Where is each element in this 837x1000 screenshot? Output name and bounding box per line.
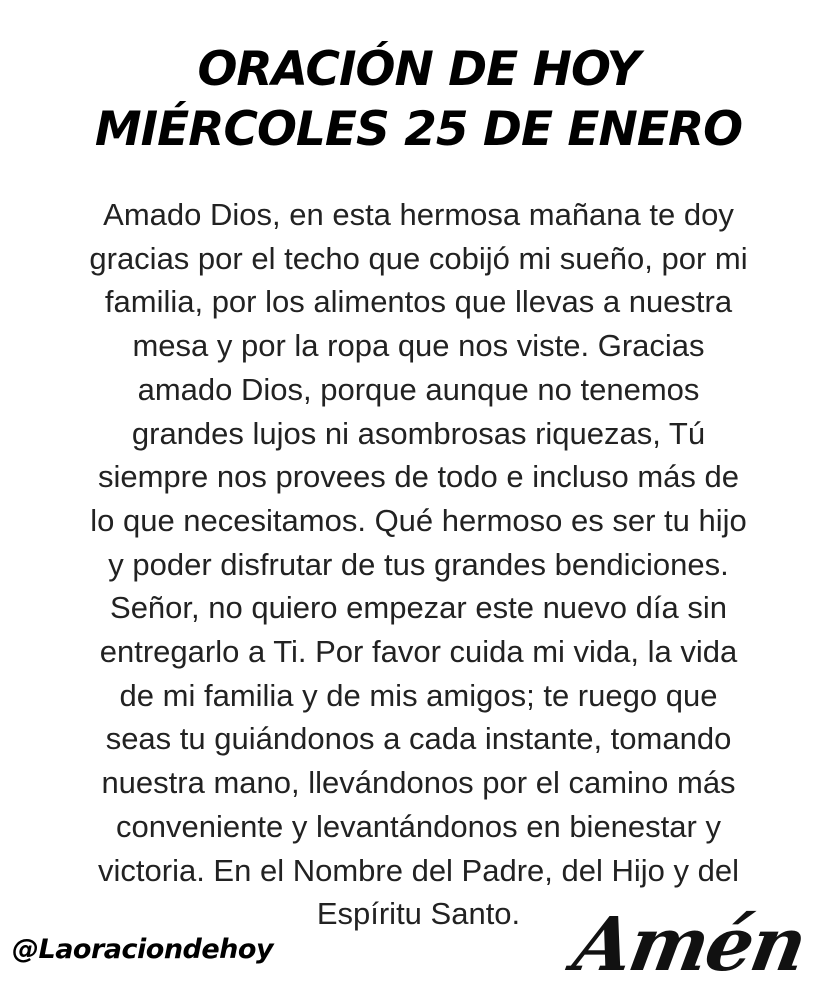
prayer-line: grandes lujos ni asombrosas riquezas, Tú [131,415,706,451]
prayer-line: lo que necesitamos. Qué hermoso es ser tu hijo [90,502,747,538]
prayer-line: de mi familia y de mis amigos; te ruego que [119,677,718,713]
prayer-line: Amado Dios, en esta hermosa mañana te doy [103,197,734,232]
prayer-line: conveniente y levantándonos en bienestar y [116,808,721,844]
title-line-2: MIÉRCOLES 25 DE ENERO [94,102,743,157]
prayer-line: Espíritu Santo. [316,896,521,932]
prayer-text [20,193,817,936]
prayer-line: entregarlo a Ti. Por favor cuida mi vida, la vida [99,634,738,670]
prayer-line: victoria. En el Nombre del Padre, del Hijo y del [98,852,739,888]
amen-signature-text: Amén [567,902,812,988]
prayer-line: familia, por los alimentos que llevas a nuestra [104,284,733,320]
prayer-line: Señor, no quiero empezar este nuevo día sin [110,590,727,626]
prayer-line: seas tu guiándonos a cada instante, tomando [105,721,732,757]
prayer-line: y poder disfrutar de tus grandes bendiciones. [108,546,729,582]
prayer-line: amado Dios, porque aunque no tenemos [137,371,700,407]
prayer-line: siempre nos provees de todo e incluso más de [97,459,740,495]
prayer-line: mesa y por la ropa que nos viste. Gracias [132,328,705,364]
social-handle: @Laoraciondehoy [12,934,274,965]
page-title [0,40,837,160]
amen-signature [567,895,825,995]
title-line-1: ORACIÓN DE HOY [197,42,640,97]
prayer-line: gracias por el techo que cobijó mi sueño, por mi [89,240,748,276]
prayer-line: nuestra mano, llevándonos por el camino más [101,765,736,801]
